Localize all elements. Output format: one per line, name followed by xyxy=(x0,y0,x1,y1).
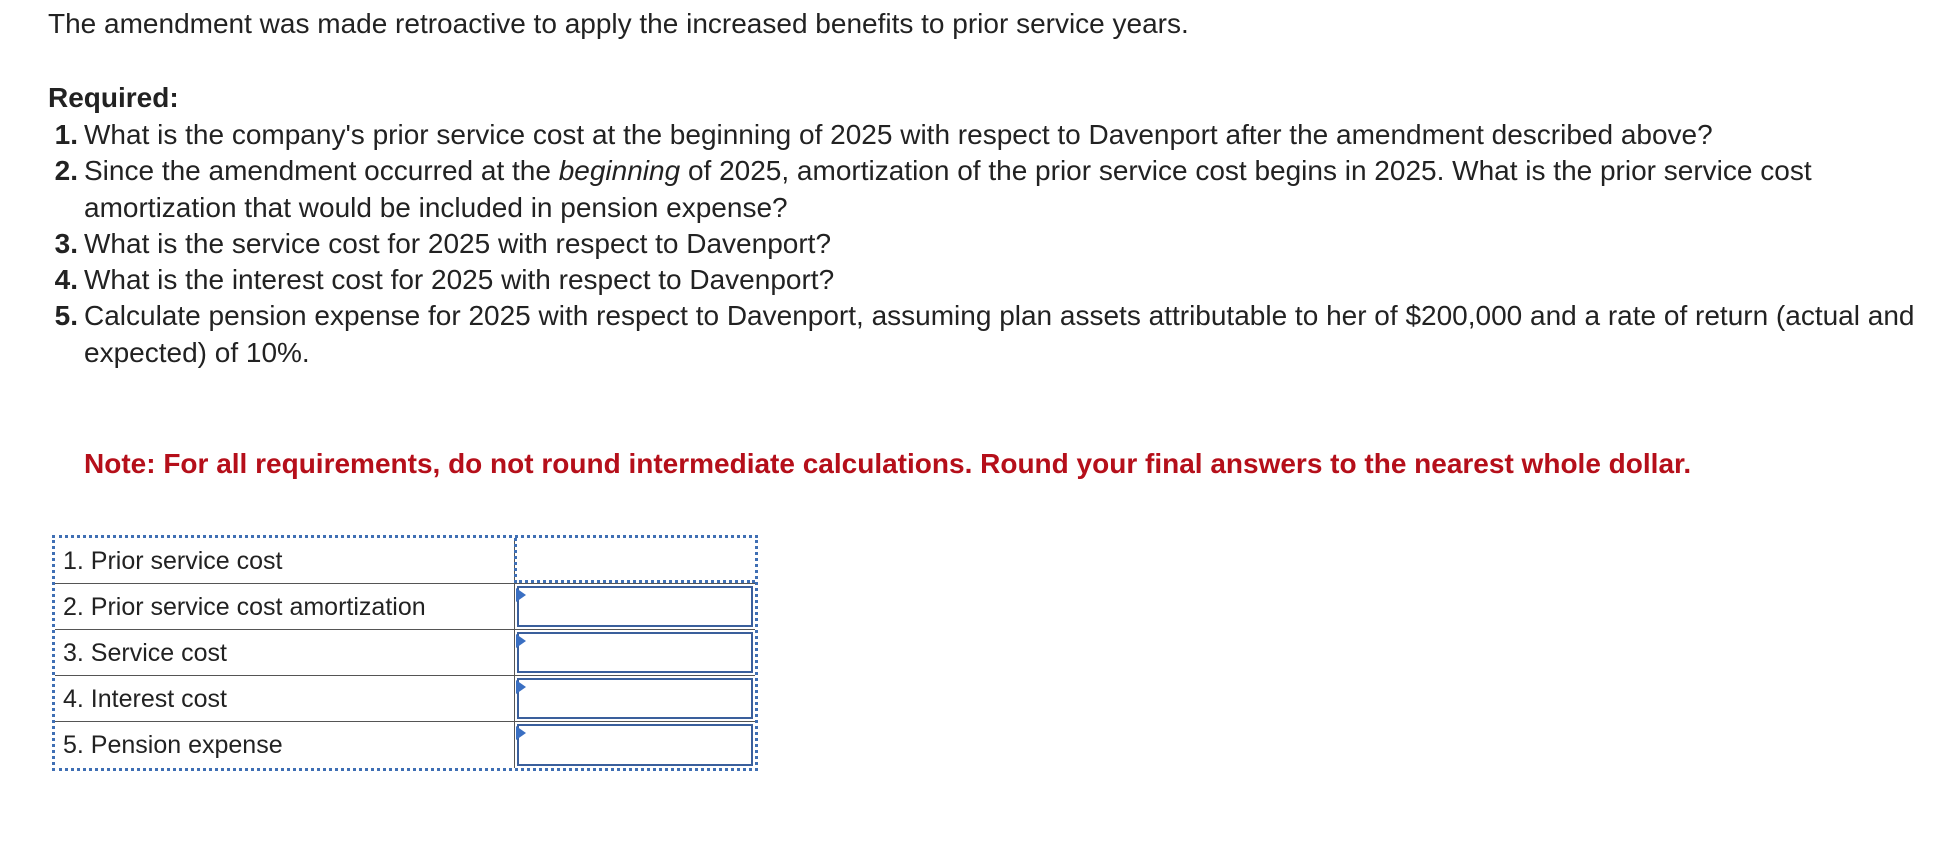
requirement-text: What is the interest cost for 2025 with respect to Davenport? xyxy=(84,264,835,296)
answer-cell xyxy=(515,676,755,721)
requirement-text-before: Since the amendment occurred at the xyxy=(84,155,559,187)
requirement-text: What is the service cost for 2025 with respect to Davenport? xyxy=(84,227,832,259)
requirement-number: 4. xyxy=(54,264,78,296)
service-cost-input[interactable] xyxy=(517,632,753,673)
cell-marker-icon xyxy=(516,726,526,740)
requirement-text-after: of 2025, amortization of the prior service cost begins in 2025. What is the prior service cost amortization that would be included in pension expense? xyxy=(84,155,1812,223)
cell-marker-icon xyxy=(516,634,526,648)
answer-label: 5. Pension expense xyxy=(55,722,515,768)
answer-cell-prior-service-cost[interactable] xyxy=(514,538,756,583)
requirement-text: What is the company's prior service cost at the beginning of 2025 with respect to Davenport after the amendment described above? xyxy=(84,119,1713,150)
answer-label: 3. Service cost xyxy=(55,630,515,675)
requirement-item-5 xyxy=(48,298,1928,371)
requirement-number: 3. xyxy=(54,227,78,259)
answer-label: 4. Interest cost xyxy=(55,676,515,721)
requirement-item-2 xyxy=(48,153,1928,226)
requirement-item-3 xyxy=(48,226,1928,262)
answer-cell xyxy=(515,630,755,675)
requirement-item-1 xyxy=(48,117,1928,153)
required-heading: Required: xyxy=(48,82,179,113)
answer-cell xyxy=(515,722,755,768)
requirement-number: 5. xyxy=(54,300,78,332)
answer-cell xyxy=(515,584,755,629)
answer-label: 2. Prior service cost amortization xyxy=(55,584,515,629)
answer-row-prior-service-cost-amortization xyxy=(55,584,755,630)
requirement-number: 1. xyxy=(54,119,78,150)
answer-row-pension-expense xyxy=(55,722,755,768)
prior-service-cost-amortization-input[interactable] xyxy=(517,586,753,627)
requirements-list xyxy=(48,117,1928,371)
answer-label: 1. Prior service cost xyxy=(55,538,515,583)
answer-row-interest-cost xyxy=(55,676,755,722)
cell-marker-icon xyxy=(516,680,526,694)
rounding-note: Note: For all requirements, do not round intermediate calculations. Round your final answers to the nearest whole dollar. xyxy=(84,448,1692,479)
answer-row-service-cost xyxy=(55,630,755,676)
pension-expense-input[interactable] xyxy=(517,724,753,766)
requirement-text: Calculate pension expense for 2025 with respect to Davenport, assuming plan assets attributable to her of $200,000 and a rate of return (actual and expected) of 10%. xyxy=(84,300,1915,368)
requirement-emphasis: beginning xyxy=(558,155,681,187)
requirement-text xyxy=(84,155,1812,222)
requirement-number: 2. xyxy=(54,155,78,187)
interest-cost-input[interactable] xyxy=(517,678,753,719)
answer-row-prior-service-cost xyxy=(55,538,755,584)
intro-paragraph: The amendment was made retroactive to apply the increased benefits to prior service years. xyxy=(48,8,1189,39)
requirement-item-4 xyxy=(48,262,1928,298)
answer-table xyxy=(52,535,758,771)
cell-marker-icon xyxy=(516,588,526,602)
